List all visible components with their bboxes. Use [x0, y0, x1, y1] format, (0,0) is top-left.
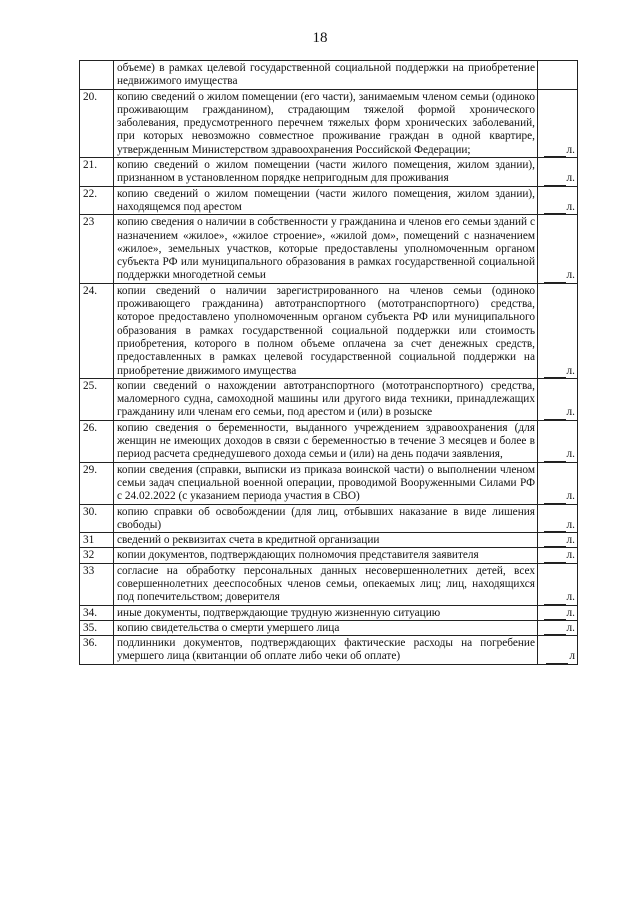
page-count-field: [544, 406, 575, 419]
table-row: [80, 158, 578, 187]
table-row: [80, 420, 578, 462]
table-row: [80, 283, 578, 378]
row-number: 31: [80, 533, 114, 548]
page-count-blank-line: [544, 536, 566, 547]
page-count-cell: [538, 548, 578, 563]
page-count-field: [544, 519, 575, 532]
page-count-cell: [538, 215, 578, 283]
row-number: 32: [80, 548, 114, 563]
document-description: копию сведений о жилом помещении (части жилого помещения, жилом здании), находящемся под арестом: [114, 186, 538, 215]
table-row: [80, 548, 578, 563]
page-count-cell: [538, 462, 578, 504]
table-row: [80, 636, 578, 665]
row-number: 25.: [80, 378, 114, 420]
page-number: 18: [312, 30, 328, 46]
page-count-cell: [538, 158, 578, 187]
page-count-cell: [538, 420, 578, 462]
page-count-field: [544, 172, 575, 185]
page-count-cell: [538, 89, 578, 157]
page-count-unit: л: [569, 650, 575, 663]
document-description: копии документов, подтверждающих полномочия представителя заявителя: [114, 548, 538, 563]
document-description: копии сведений о наличии зарегистрированного на членов семьи (одиноко проживающего гражданина) автотранспортного (мототранспортного) средства, которое предоставлено уполномоченным органом субъекта РФ или муниципального образования в рамках государственной социальной поддержки или стоимость приобретения, которого в полном объеме оплачена за счет денежных средств, предоставленных в рамках целевой государственной социальной поддержки на приобретение движимого имущества: [114, 283, 538, 378]
page-count-unit: л.: [566, 621, 575, 634]
page-count-unit: л.: [566, 143, 575, 156]
page-count-unit: л.: [566, 591, 575, 604]
row-number: 35.: [80, 620, 114, 635]
page-count-field: [544, 269, 575, 282]
page-count-blank-line: [544, 409, 566, 420]
row-number: 36.: [80, 636, 114, 665]
document-description: копию свидетельства о смерти умершего лица: [114, 620, 538, 635]
page-count-field: [544, 622, 575, 635]
page-count-blank-line: [546, 653, 568, 664]
document-description: копию сведения о наличии в собственности у гражданина и членов его семьи зданий с назначением «жилое», «жилое строение», «жилой дом», помещений с назначением «жилое», земельных участков, которые предоставлены уполномоченным органом субъекта РФ или муниципального образования в рамках государственной социальной поддержки многодетной семьи: [114, 215, 538, 283]
page-count-blank-line: [544, 521, 566, 532]
row-number: 20.: [80, 89, 114, 157]
page-count-unit: л.: [566, 606, 575, 619]
row-number: 34.: [80, 605, 114, 620]
table-row: [80, 620, 578, 635]
page-count-blank-line: [544, 594, 566, 605]
document-description: копии сведения (справки, выписки из приказа воинской части) о выполнении членом семьи задач специальной военной операции, проводимой Вооруженными Силами РФ с 24.02.2022 (с указанием периода участия в СВО): [114, 462, 538, 504]
document-description: иные документы, подтверждающие трудную жизненную ситуацию: [114, 605, 538, 620]
page-count-field: [544, 201, 575, 214]
page-count-field: [544, 448, 575, 461]
row-number: 21.: [80, 158, 114, 187]
document-description: подлинники документов, подтверждающих фактические расходы на погребение умершего лица (квитанции об оплате либо чеки об оплате): [114, 636, 538, 665]
document-description: копию справки об освобождении (для лиц, отбывших наказание в виде лишения свободы): [114, 504, 538, 533]
row-number: [80, 61, 114, 90]
table-row: [80, 61, 578, 90]
page-count-blank-line: [544, 367, 566, 378]
table-row: [80, 563, 578, 605]
document-description: сведений о реквизитах счета в кредитной организации: [114, 533, 538, 548]
documents-table: [79, 60, 578, 665]
page-count-blank-line: [544, 451, 566, 462]
row-number: 29.: [80, 462, 114, 504]
page-count-field: [544, 490, 575, 503]
document-description: объеме) в рамках целевой государственной социальной поддержки на приобретение недвижимого имущества: [114, 61, 538, 90]
table-row: [80, 504, 578, 533]
document-description: копию сведений о жилом помещении (части жилого помещения, жилом здании), признанном в установленном порядке непригодным для проживания: [114, 158, 538, 187]
page-count-unit: л.: [566, 200, 575, 213]
page-count-unit: л.: [566, 406, 575, 419]
table-row: [80, 89, 578, 157]
page-count-field: [544, 144, 575, 157]
row-number: 24.: [80, 283, 114, 378]
table-row: [80, 605, 578, 620]
page-count-field: [544, 607, 575, 620]
table-row: [80, 462, 578, 504]
page-count-unit: л.: [566, 364, 575, 377]
page-count-blank-line: [544, 552, 566, 563]
page-count-cell: [538, 504, 578, 533]
page-count-field: [544, 591, 575, 604]
page-count-blank-line: [544, 493, 566, 504]
page-count-cell: [538, 636, 578, 665]
page-count-unit: л.: [566, 490, 575, 503]
document-description: копию сведений о жилом помещении (его части), занимаемым членом семьи (одиноко проживающим гражданином), страдающим тяжелой формой хронического заболевания, предусмотренного перечнем тяжелых форм хронических заболеваний, при которых невозможно совместное проживание граждан в одной квартире, утвержденным Министерством здравоохранения Российской Федерации;: [114, 89, 538, 157]
row-number: 26.: [80, 420, 114, 462]
page-count-unit: л.: [566, 534, 575, 547]
row-number: 33: [80, 563, 114, 605]
document-description: согласие на обработку персональных данных несовершеннолетних детей, всех совершеннолетних дееспособных членов семьи, опекаемых лиц; лиц, находящихся под попечительством; доверителя: [114, 563, 538, 605]
page-count-blank-line: [544, 146, 566, 157]
page-count-field: [546, 650, 575, 663]
page-count-blank-line: [544, 272, 566, 283]
document-description: копию сведения о беременности, выданного учреждением здравоохранения (для женщин не имеющих доходов в связи с беременностью в течение 3 месяцев и более в период расчета среднедушевого дохода семьи и (или) на день подачи заявления,: [114, 420, 538, 462]
page-count-field: [544, 534, 575, 547]
page-count-field: [544, 365, 575, 378]
page-count-blank-line: [544, 175, 566, 186]
page-count-field: [544, 549, 575, 562]
table-row: [80, 533, 578, 548]
page-count-unit: л.: [566, 549, 575, 562]
page-count-unit: л.: [566, 269, 575, 282]
row-number: 30.: [80, 504, 114, 533]
page-count-blank-line: [544, 624, 566, 635]
page-count-cell: [538, 61, 578, 90]
page-count-cell: [538, 533, 578, 548]
table-row: [80, 215, 578, 283]
row-number: 23: [80, 215, 114, 283]
documents-table-body: [80, 61, 578, 665]
document-description: копии сведений о нахождении автотранспортного (мототранспортного) средства, маломерного судна, самоходной машины или другого вида техники, принадлежащих гражданину или членам его семьи, под арестом и (или) в розыске: [114, 378, 538, 420]
page-count-blank-line: [544, 609, 566, 620]
page-count-unit: л.: [566, 448, 575, 461]
page-count-cell: [538, 283, 578, 378]
page-count-blank-line: [544, 203, 566, 214]
page-count-cell: [538, 378, 578, 420]
table-row: [80, 378, 578, 420]
page-count-cell: [538, 186, 578, 215]
table-row: [80, 186, 578, 215]
page-count-cell: [538, 620, 578, 635]
page-count-cell: [538, 563, 578, 605]
page-count-unit: л.: [566, 172, 575, 185]
page-count-cell: [538, 605, 578, 620]
row-number: 22.: [80, 186, 114, 215]
page-count-unit: л.: [566, 518, 575, 531]
